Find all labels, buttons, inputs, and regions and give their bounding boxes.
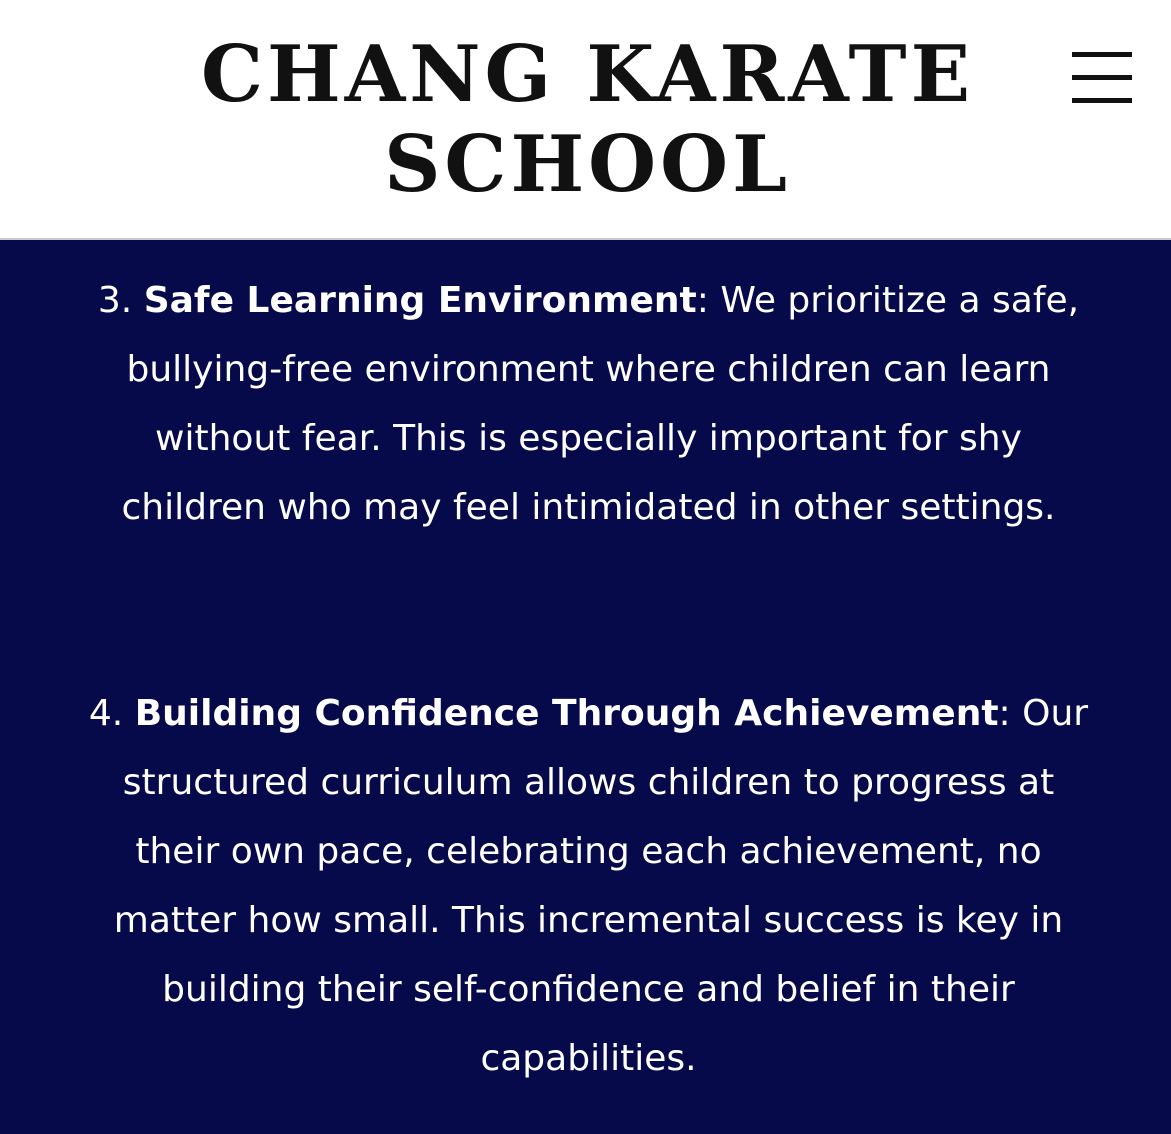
site-title-line-2: SCHOOL — [384, 119, 791, 210]
hamburger-menu-icon-bar-middle — [1072, 75, 1132, 80]
site-title[interactable] — [160, 30, 1015, 210]
site-title-line-1: CHANG KARATE — [200, 29, 975, 120]
benefit-number: 4. — [88, 693, 135, 734]
site-header — [0, 0, 1171, 240]
benefit-heading: Safe Learning Environment — [143, 280, 697, 321]
benefit-item-building-confidence — [80, 679, 1097, 1093]
main-content — [0, 242, 1171, 1134]
benefit-body: We prioritize a safe, bullying-free environment where children can learn without fear. This is especially important for shy children who may feel intimidated in other settings. — [121, 280, 1080, 528]
benefit-colon: : — [998, 693, 1011, 734]
benefit-number: 3. — [97, 280, 144, 321]
benefit-colon: : — [696, 280, 709, 321]
benefit-body: Our structured curriculum allows children to progress at their own pace, celebrating each achievement, no matter how small. This incremental success is key in building their self-confidence and belief in their capabilities. — [113, 693, 1089, 1079]
hamburger-menu-button[interactable] — [1066, 50, 1134, 108]
benefit-heading: Building Confidence Through Achievement — [134, 693, 999, 734]
hamburger-menu-icon-bar-top — [1072, 52, 1132, 57]
hamburger-menu-icon-bar-bottom — [1072, 98, 1132, 103]
benefit-item-safe-learning — [80, 266, 1097, 542]
